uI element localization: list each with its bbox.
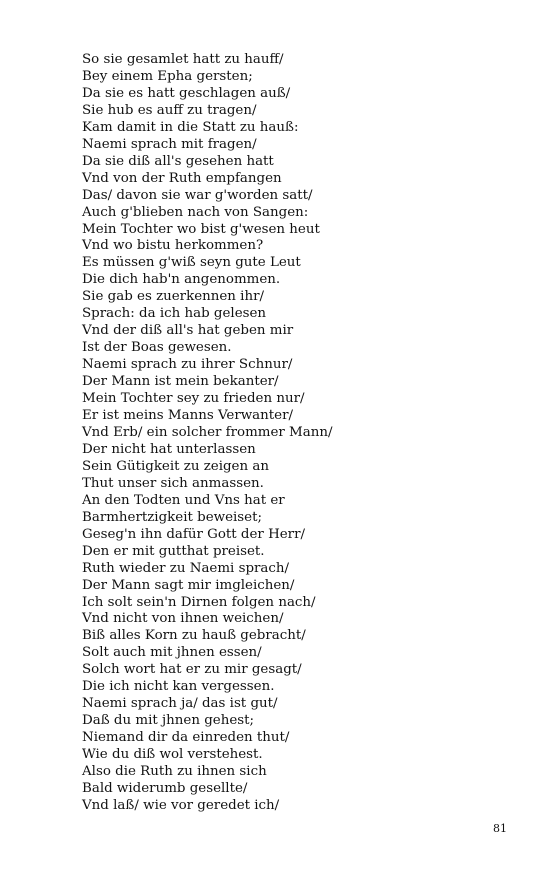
poem-line: Barmhertzigkeit beweiset; xyxy=(82,509,262,525)
poem-line: Der nicht hat unterlassen xyxy=(82,441,256,457)
poem-line: Bald widerumb gesellte/ xyxy=(82,780,248,796)
poem-line: Ich solt sein'n Dirnen folgen nach/ xyxy=(82,594,316,610)
poem-line: Naemi sprach zu ihrer Schnur/ xyxy=(82,357,293,373)
poem-line: Solch wort hat er zu mir gesagt/ xyxy=(82,662,302,678)
poem-line: Er ist meins Manns Verwanter/ xyxy=(82,408,294,424)
poem-line: Wie du diß wol verstehest. xyxy=(82,747,263,763)
poem-line: Es müssen g'wiß seyn gute Leut xyxy=(82,255,301,271)
poem-line: Die dich hab'n angenommen. xyxy=(82,272,281,288)
poem-line: An den Todten und Vns hat er xyxy=(82,492,285,508)
poem-line: Vnd der diß all's hat geben mir xyxy=(82,323,294,339)
poem-line: Vnd laß/ wie vor geredet ich/ xyxy=(82,797,280,813)
poem-line: Auch g'blieben nach von Sangen: xyxy=(82,204,309,220)
poem-line: Da sie es hatt geschlagen auß/ xyxy=(82,85,291,101)
poem-line: Naemi sprach mit fragen/ xyxy=(82,136,257,152)
poem-line: Ruth wieder zu Naemi sprach/ xyxy=(82,560,290,576)
poem-line: Also die Ruth zu ihnen sich xyxy=(82,764,267,780)
poem-line: Vnd Erb/ ein solcher frommer Mann/ xyxy=(82,424,333,440)
poem-line: Vnd nicht von ihnen weichen/ xyxy=(82,611,284,627)
poem-line: Naemi sprach ja/ das ist gut/ xyxy=(82,696,278,712)
poem-line: Vnd wo bistu herkommen? xyxy=(82,238,264,254)
poem-line: Sie hub es auff zu tragen/ xyxy=(82,102,257,118)
poem-line: Mein Tochter wo bist g'wesen heut xyxy=(82,221,320,237)
poem-line: Bey einem Epha gersten; xyxy=(82,68,253,84)
poem-line: Da sie diß all's gesehen hatt xyxy=(82,153,274,169)
poem-line: Ist der Boas gewesen. xyxy=(82,340,232,356)
poem-line: Der Mann sagt mir imgleichen/ xyxy=(82,577,295,593)
poem-line: Kam damit in die Statt zu hauß: xyxy=(82,119,299,135)
poem-line: Das/ davon sie war g'worden satt/ xyxy=(82,187,313,203)
poem-line: Thut unser sich anmassen. xyxy=(82,475,264,491)
poem-line: Mein Tochter sey zu frieden nur/ xyxy=(82,391,305,407)
poem-line: Der Mann ist mein bekanter/ xyxy=(82,374,279,390)
poem-text xyxy=(82,52,502,815)
poem-line: Sie gab es zuerkennen ihr/ xyxy=(82,289,264,305)
poem-line: Solt auch mit jhnen essen/ xyxy=(82,645,262,661)
poem-line: Sein Gütigkeit zu zeigen an xyxy=(82,458,269,474)
poem-line: Biß alles Korn zu hauß gebracht/ xyxy=(82,628,306,644)
poem-line: Die ich nicht kan vergessen. xyxy=(82,679,275,695)
poem-line: Geseg'n ihn dafür Gott der Herr/ xyxy=(82,526,305,542)
page-number: 81 xyxy=(493,822,507,835)
poem-line: Sprach: da ich hab gelesen xyxy=(82,306,267,322)
poem-line: So sie gesamlet hatt zu hauff/ xyxy=(82,52,284,67)
poem-line: Den er mit gutthat preiset. xyxy=(82,543,265,559)
poem-line: Daß du mit jhnen gehest; xyxy=(82,713,255,729)
poem-line: Vnd von der Ruth empfangen xyxy=(82,170,282,186)
poem-line: Niemand dir da einreden thut/ xyxy=(82,730,290,746)
